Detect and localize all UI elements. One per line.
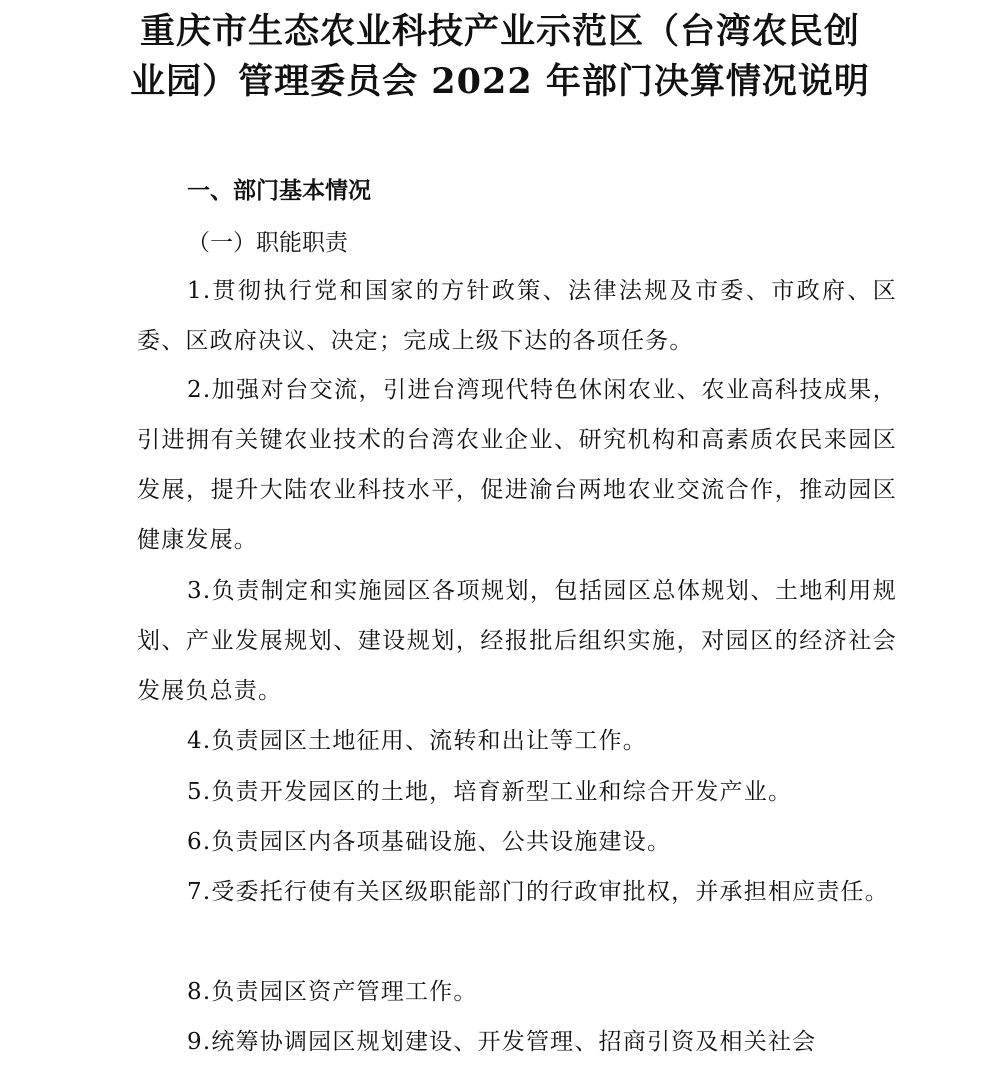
paragraph-2: 2.加强对台交流，引进台湾现代特色休闲农业、农业高科技成果，引进拥有关键农业技术的台湾农业企业、研究机构和高素质农民来园区发展，提升大陆农业科技水平，促进渝台两地农业交流合作，推动园区健康发展。	[137, 377, 897, 553]
paragraph-9: 9.统筹协调园区规划建设、开发管理、招商引资及相关社会	[187, 1029, 817, 1055]
subsection-heading: （一）职能职责	[187, 230, 348, 256]
paragraph-5: 5.负责开发园区的土地，培育新型工业和综合开发产业。	[187, 779, 793, 805]
paragraph-4: 4.负责园区土地征用、流转和出让等工作。	[187, 728, 647, 754]
paragraph-1: 1.贯彻执行党和国家的方针政策、法律法规及市委、市政府、区委、区政府决议、决定；完成上级下达的各项任务。	[137, 278, 897, 354]
section-heading: 一、部门基本情况	[187, 178, 371, 204]
paragraph-8: 8.负责园区资产管理工作。	[187, 979, 478, 1005]
paragraph-3: 3.负责制定和实施园区各项规划，包括园区总体规划、土地利用规划、产业发展规划、建设规划，经报批后组织实施，对园区的经济社会发展负总责。	[137, 578, 897, 704]
document-title-line-2: 业园）管理委员会 2022 年部门决算情况说明	[130, 61, 870, 102]
document-title-line-1: 重庆市生态农业科技产业示范区（台湾农民创	[139, 11, 860, 52]
paragraph-6: 6.负责园区内各项基础设施、公共设施建设。	[187, 829, 672, 855]
paragraph-7: 7.受委托行使有关区级职能部门的行政审批权，并承担相应责任。	[187, 879, 889, 905]
